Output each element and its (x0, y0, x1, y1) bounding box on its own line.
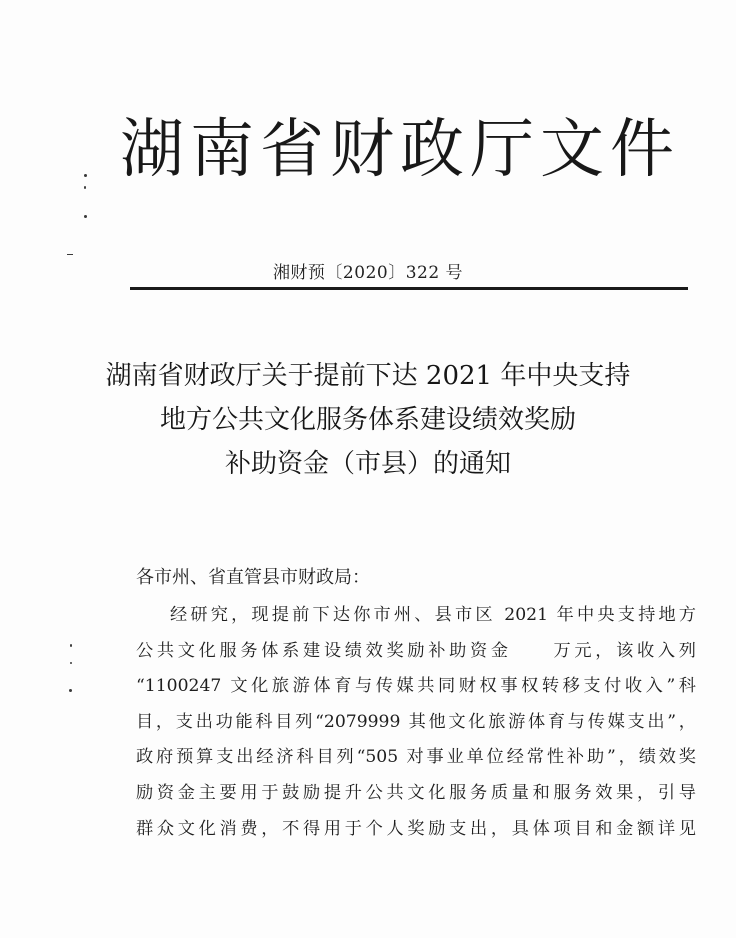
body-paragraph (136, 598, 696, 847)
document-number: 湘财预〔2020〕322 号 (272, 263, 464, 283)
scan-speck (84, 174, 87, 177)
scan-speck (84, 186, 86, 189)
header-divider (130, 287, 688, 290)
salutation: 各市州、省直管县市财政局： (136, 567, 370, 588)
scan-speck (84, 215, 87, 218)
scan-speck (69, 689, 72, 692)
body-line: “1100247 文化旅游体育与传媒共同财权事权转移支付收入”科 (136, 676, 696, 697)
notice-title-line: 湖南省财政厅关于提前下达 2021 年中央支持 (105, 361, 631, 391)
document-header-title: 湖南省财政厅文件 (120, 113, 680, 187)
scan-speck (70, 662, 72, 664)
notice-title (60, 354, 676, 486)
body-line: 目，支出功能科目列“2079999 其他文化旅游体育与传媒支出”， (136, 711, 696, 732)
scan-speck (67, 254, 73, 255)
scan-speck (70, 644, 72, 647)
body-line: 群众文化消费，不得用于个人奖励支出，具体项目和金额详见 (136, 818, 696, 839)
body-line: 政府预算支出经济科目列“505 对事业单位经常性补助”，绩效奖 (136, 747, 696, 768)
notice-title-line: 补助资金（市县）的通知 (224, 449, 511, 479)
body-line: 经研究，现提前下达你市州、县市区 2021 年中央支持地方 (170, 605, 696, 625)
notice-title-line: 地方公共文化服务体系建设绩效奖励 (159, 405, 576, 435)
body-line: 公共文化服务体系建设绩效奖励补助资金 万元，该收入列 (136, 640, 696, 661)
body-line: 励资金主要用于鼓励提升公共文化服务质量和服务效果，引导 (136, 782, 696, 803)
